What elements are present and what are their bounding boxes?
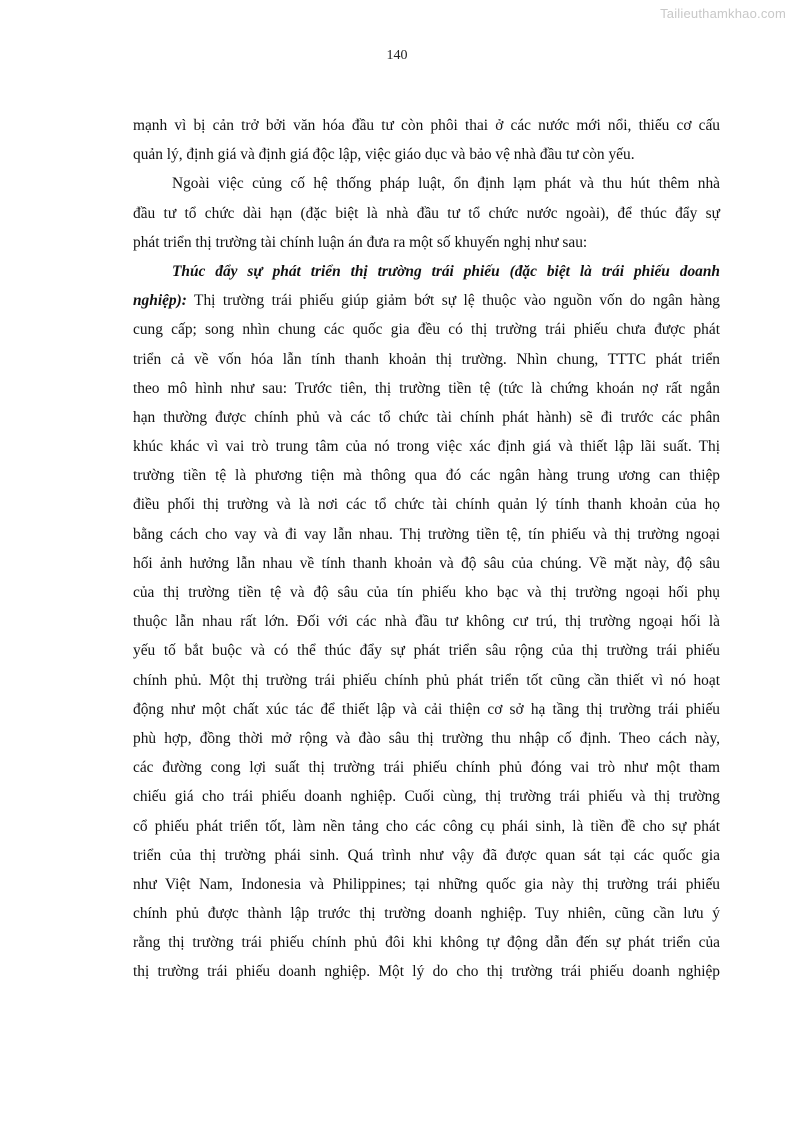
text-line: chính phủ. Một thị trường trái phiếu chính phủ phát triển tốt cũng cần thiết vì nó hoạt (133, 671, 720, 689)
text-line: triển của thị trường phái sinh. Quá trình như vậy đã được quan sát tại các quốc gia (133, 846, 720, 864)
text-line: như Việt Nam, Indonesia và Philippines; tại những quốc gia này thị trường trái phiếu (133, 875, 720, 893)
text-line: cung cấp; song nhìn chung các quốc gia đều có thị trường trái phiếu chưa được phát (133, 321, 720, 339)
text-line: chiếu giá cho trái phiếu doanh nghiệp. Cuối cùng, thị trường trái phiếu và thị trường (133, 788, 720, 806)
text-line: của thị trường tiền tệ và độ sâu của tín phiếu kho bạc và thị trường ngoại hối phụ (133, 584, 720, 601)
section-lead-line: Thúc đẩy sự phát triển thị trường trái phiếu (đặc biệt là trái phiếu doanh (172, 262, 720, 280)
watermark: Tailieuthamkhao.com (660, 6, 786, 21)
text-line: trường tiền tệ là phương tiện mà thông qua đó các ngân hàng trung ương can thiệp (133, 467, 720, 485)
text-line: điều phối thị trường và là nơi các tổ chức tài chính quản lý tính thanh khoản của họ (133, 496, 720, 514)
text-line: phát triển thị trường tài chính luận án đưa ra một số khuyến nghị như sau: (133, 233, 588, 251)
text-line: hạn thường được chính phủ và các tổ chức tài chính phát hành) sẽ đi trước các phân (133, 408, 720, 426)
text-line: đầu tư tổ chức dài hạn (đặc biệt là nhà đầu tư tổ chức nước ngoài), để thúc đẩy sự (133, 204, 720, 222)
text-line: quản lý, định giá và định giá độc lập, việc giáo dục và bảo vệ nhà đầu tư còn yếu. (133, 146, 635, 164)
text-fragment: Thị trường trái phiếu giúp giảm bớt sự lệ thuộc vào nguồn vốn do ngân hàng (186, 292, 720, 310)
text-line: động như một chất xúc tác để thiết lập và cải thiện cơ sở hạ tầng thị trường trái phiếu (133, 700, 720, 718)
text-line: triển cả về vốn hóa lẫn tính thanh khoản thị trường. Nhìn chung, TTTC phát triển (133, 350, 720, 368)
text-line: khúc khác vì vai trò trung tâm của nó trong việc xác định giá và thiết lập lãi suất. Thị (133, 438, 720, 456)
text-line: phù hợp, đồng thời mở rộng và đào sâu thị trường thu nhập cố định. Theo cách này, (133, 729, 720, 747)
text-line: thị trường trái phiếu doanh nghiệp. Một lý do cho thị trường trái phiếu doanh nghiệp (133, 963, 720, 981)
section-lead-tail: nghiệp): (133, 292, 187, 310)
body-text (133, 111, 720, 987)
text-line: bằng cách cho vay và đi vay lẫn nhau. Thị trường tiền tệ, tín phiếu và thị trường ngoại (133, 525, 720, 543)
text-line: chính phủ được thành lập trước thị trường doanh nghiệp. Tuy nhiên, cũng cần lưu ý (133, 905, 720, 923)
text-line: hối ảnh hưởng lẫn nhau về tính thanh khoản và độ sâu của chúng. Về mặt này, độ sâu (133, 554, 720, 572)
page-number: 140 (386, 48, 408, 63)
text-line: các đường cong lợi suất thị trường trái phiếu chính phủ đóng vai trò như một tham (133, 759, 720, 777)
text-line: yếu tố bắt buộc và có thể thúc đẩy sự phát triển sâu rộng của thị trường trái phiếu (133, 642, 720, 660)
text-line: mạnh vì bị cản trở bởi văn hóa đầu tư còn phôi thai ở các nước mới nổi, thiếu cơ cấu (133, 117, 720, 134)
text-line: thuộc lẫn nhau rất lớn. Đối với các nhà đầu tư không cư trú, thị trường ngoại hối là (133, 613, 720, 631)
text-line: rằng thị trường trái phiếu chính phủ đôi khi không tự động dẫn đến sự phát triển của (133, 934, 720, 952)
text-line (133, 286, 720, 315)
text-line: theo mô hình như sau: Trước tiên, thị trường tiền tệ (tức là chứng khoán nợ rất ngắn (133, 379, 720, 397)
text-line: cổ phiếu phát triển tốt, làm nền tảng cho các công cụ phái sinh, là tiền đề cho sự phát (133, 817, 720, 835)
text-line: Ngoài việc củng cố hệ thống pháp luật, ổn định lạm phát và thu hút thêm nhà (172, 175, 720, 193)
